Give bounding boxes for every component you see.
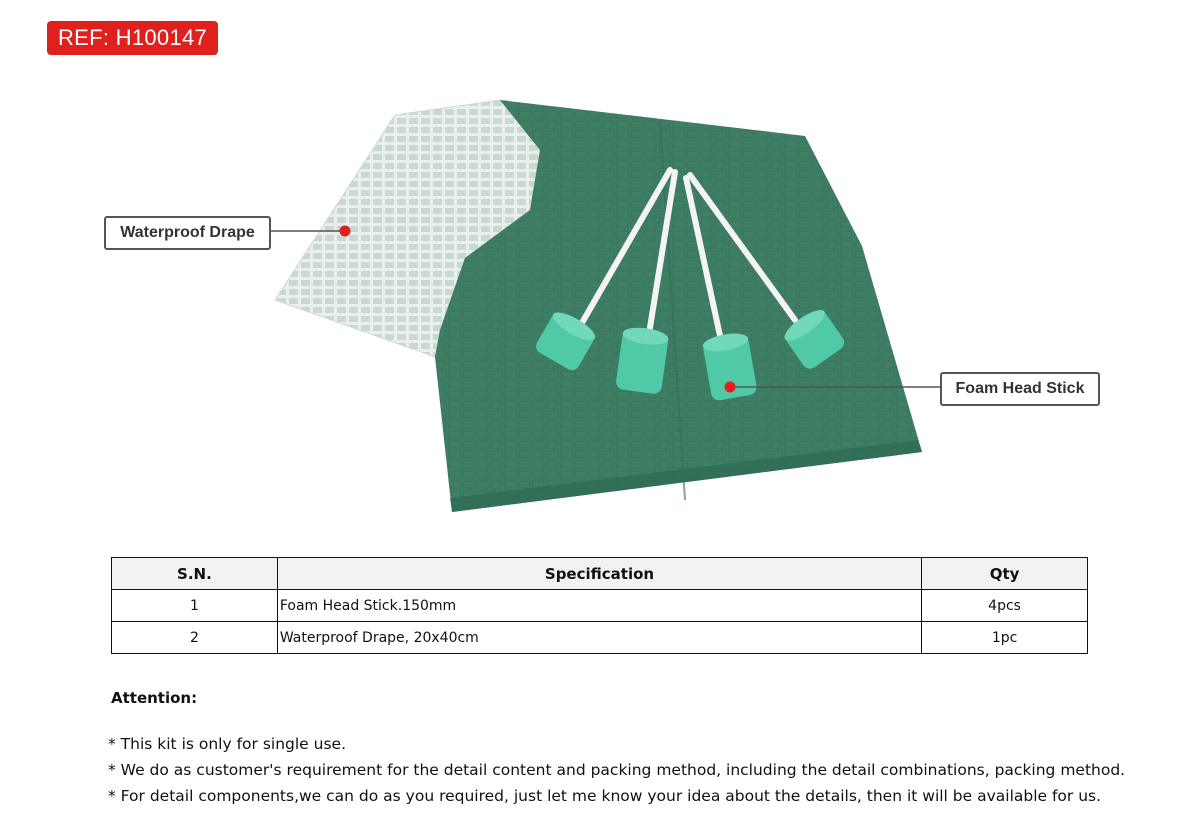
row-spec: Waterproof Drape, 20x40cm xyxy=(277,622,921,654)
attention-item: * We do as customer's requirement for the detail content and packing method, including the detail combinations, packing method. xyxy=(108,761,1126,779)
attention-list xyxy=(108,731,1125,809)
spec-table xyxy=(111,557,1088,654)
row-spec: Foam Head Stick.150mm xyxy=(277,590,921,622)
attention-item: * This kit is only for single use. xyxy=(108,735,347,753)
table-row xyxy=(112,622,1088,654)
row-qty: 4pcs xyxy=(922,590,1088,622)
ref-badge: REF: H100147 xyxy=(47,21,218,55)
attention-item: * For detail components,we can do as you required, just let me know your idea about the details, then it will be available for us. xyxy=(108,787,1102,805)
foam-head-stick-callout: Foam Head Stick xyxy=(940,372,1100,406)
drape-marker xyxy=(340,226,351,237)
row-qty: 1pc xyxy=(922,622,1088,654)
col-header-sn: S.N. xyxy=(112,558,278,590)
row-sn: 1 xyxy=(112,590,278,622)
foam-marker xyxy=(725,382,736,393)
table-header-row xyxy=(112,558,1088,590)
col-header-qty: Qty xyxy=(922,558,1088,590)
waterproof-drape-callout: Waterproof Drape xyxy=(104,216,271,250)
col-header-specification: Specification xyxy=(277,558,921,590)
attention-title: Attention: xyxy=(111,689,198,707)
row-sn: 2 xyxy=(112,622,278,654)
table-row xyxy=(112,590,1088,622)
product-image xyxy=(0,80,1200,530)
